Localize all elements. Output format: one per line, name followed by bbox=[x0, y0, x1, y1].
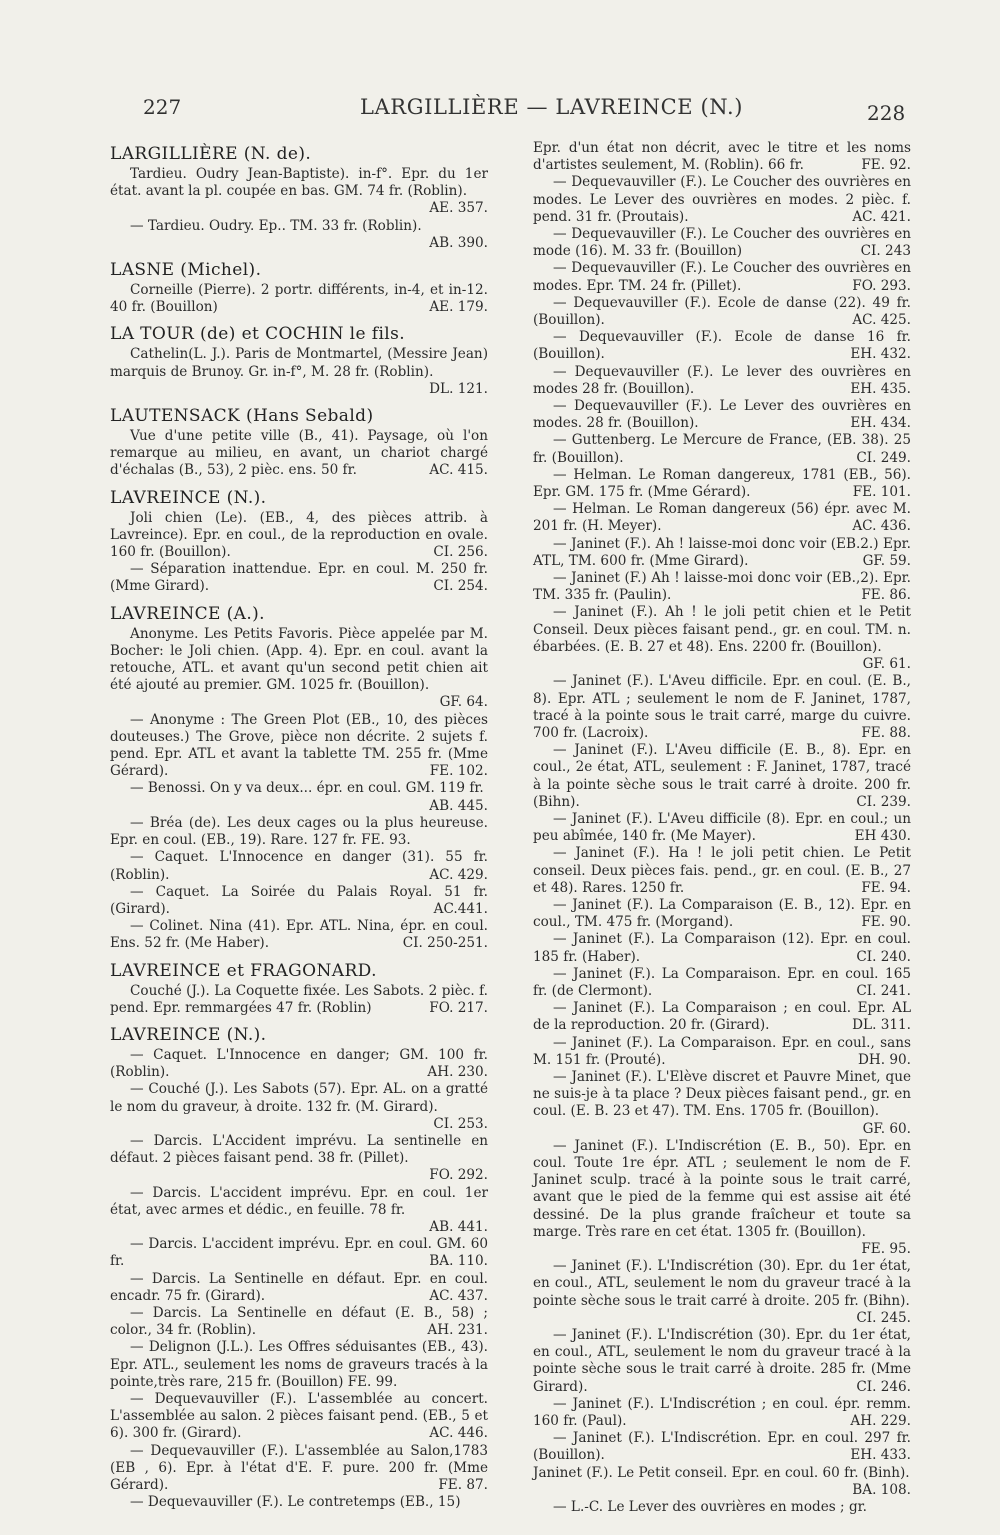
entry-text: — Caquet. L'Innocence en danger (31). 55 fr. (Roblin). bbox=[110, 849, 488, 883]
catalogue-entry bbox=[533, 432, 911, 466]
catalogue-entry bbox=[533, 966, 911, 1000]
entry-text: — Guttenberg. Le Mercure de France, (EB. 38). 25 fr. (Bouillon). bbox=[533, 432, 911, 466]
entry-reference: AC. 437. bbox=[429, 1287, 488, 1304]
entry-text: Joli chien (Le). (EB., 4, des pièces attrib. à Lavreince). Epr. en coul., de la reproduction en ovale. 160 fr. (Bouillon). bbox=[110, 509, 488, 561]
artist-heading-text: LASNE (Michel). bbox=[110, 260, 262, 281]
catalogue-entry bbox=[533, 536, 911, 570]
entry-text: — Helman. Le Roman dangereux, 1781 (EB., 56). Epr. GM. 175 fr. (Mme Gérard). bbox=[533, 466, 911, 501]
catalogue-entry bbox=[533, 174, 911, 226]
entry-reference: FE. 102. bbox=[429, 763, 488, 780]
catalogue-entry bbox=[533, 140, 911, 174]
entry-text: Corneille (Pierre). 2 portr. différents, in-4, et in-12. 40 fr. (Bouillon) bbox=[110, 282, 488, 316]
catalogue-entry bbox=[110, 1391, 488, 1443]
entry-text: — Darcis. L'Accident imprévu. La sentinelle en défaut. 2 pièces faisant pend. 38 fr. (Pillet). bbox=[110, 1132, 488, 1167]
catalogue-entry bbox=[533, 1499, 911, 1516]
entry-text: — Dequevauviller (F.). Ecole de danse (22). 49 fr. (Bouillon). bbox=[533, 294, 911, 329]
catalogue-entry bbox=[110, 712, 488, 781]
catalogue-entry bbox=[533, 742, 911, 811]
entry-text: Tardieu. Oudry Jean-Baptiste). in-f°. Epr. du 1er état. avant la pl. coupée en bas. GM. 74 fr. (Roblin). bbox=[110, 166, 488, 200]
entry-reference: AC. 421. bbox=[852, 208, 911, 225]
artist-heading bbox=[110, 324, 488, 345]
entry-text: — Janinet (F.). La Comparaison (E. B., 12). Epr. en coul., TM. 475 fr. (Morgand). bbox=[533, 896, 911, 931]
entry-text: — Janinet (F.). La Comparaison. Epr. en coul. 165 fr. (de Clermont). bbox=[533, 965, 911, 999]
right-column bbox=[533, 140, 911, 1516]
catalogue-entry bbox=[110, 1305, 488, 1339]
page-number-right: 228 bbox=[867, 101, 906, 125]
entry-reference: CI. 241. bbox=[856, 982, 911, 999]
entry-text: — Caquet. La Soirée du Palais Royal. 51 fr. (Girard). bbox=[110, 883, 488, 917]
entry-reference: FE. 88. bbox=[861, 724, 911, 741]
entry-reference: AE. 179. bbox=[429, 299, 488, 316]
entry-text: — Janinet (F.). La Comparaison. Epr. en coul., sans M. 151 fr. (Prouté). bbox=[533, 1034, 911, 1068]
catalogue-entry bbox=[110, 1133, 488, 1185]
catalogue-entry bbox=[110, 1236, 488, 1270]
running-head: LARGILLIÈRE — LAVREINCE (N.) bbox=[360, 95, 744, 119]
catalogue-entry bbox=[533, 398, 911, 432]
artist-heading-text: LARGILLIÈRE (N. de). bbox=[110, 144, 312, 164]
entry-text: — Dequevauviller (F.). Le Coucher des ouvrières en modes. Le Lever des ouvrières en modes. 2 pièc. f. pend. 31 fr. (Proutais). bbox=[533, 174, 911, 225]
entry-text: — Janinet (F.). Ah ! laisse-moi donc voir (EB.2.) Epr. ATL, TM. 600 fr. (Mme Girard). bbox=[533, 535, 911, 569]
entry-text: Anonyme. Les Petits Favoris. Pièce appelée par M. Bocher: le Joli chien. (App. 4). Epr. en coul. avant la retouche, ATL. et avant qu'un second petit chien ait été ajouté au premier. GM. 1025 fr. (Bouillon). bbox=[110, 625, 488, 694]
entry-text: — Helman. Le Roman dangereux (56) épr. avec M. 201 fr. (H. Meyer). bbox=[533, 501, 911, 535]
entry-text: — Janinet (F.) Ah ! laisse-moi donc voir (EB.,2). Epr. TM. 335 fr. (Paulin). bbox=[533, 570, 911, 604]
entry-reference: GF. 61. bbox=[862, 656, 911, 673]
entry-reference: CI. 246. bbox=[856, 1378, 911, 1395]
entry-reference: AH. 231. bbox=[427, 1322, 488, 1339]
catalogue-entry bbox=[110, 1047, 488, 1081]
entry-reference: AC. 436. bbox=[852, 518, 911, 535]
left-column bbox=[110, 140, 488, 1511]
catalogue-entry bbox=[110, 1081, 488, 1133]
catalogue-entry bbox=[533, 1430, 911, 1464]
catalogue-entry bbox=[533, 931, 911, 965]
entry-reference: FE. 95. bbox=[861, 1241, 911, 1257]
entry-text: — Tardieu. Oudry. Ep.. TM. 33 fr. (Roblin). bbox=[130, 217, 422, 234]
catalogue-entry bbox=[110, 815, 488, 849]
entry-reference: FE. 101. bbox=[852, 484, 911, 501]
artist-heading bbox=[110, 1025, 488, 1046]
entry-reference: CI. 240. bbox=[856, 948, 911, 965]
catalogue-entry bbox=[110, 983, 488, 1017]
catalogue-entry bbox=[533, 260, 911, 294]
catalogue-entry bbox=[110, 282, 488, 316]
catalogue-entry bbox=[110, 166, 488, 218]
entry-reference: CI. 239. bbox=[856, 793, 911, 810]
catalogue-entry bbox=[533, 570, 911, 604]
catalogue-entry bbox=[533, 295, 911, 329]
catalogue-entry bbox=[533, 897, 911, 931]
entry-text: — Couché (J.). Les Sabots (57). Epr. AL. on a gratté le nom du graveur, à droite. 132 fr. (M. Girard). bbox=[110, 1081, 488, 1115]
entry-reference: FE. 94. bbox=[861, 879, 911, 896]
entry-reference: AC. 425. bbox=[852, 312, 911, 329]
entry-reference: CI. 245. bbox=[856, 1309, 911, 1326]
entry-text: — Janinet (F.). L'Indiscrétion (30). Epr. du 1er état, en coul., ATL, seulement le nom du graveur tracé à la pointe sèche sous le trait carré à droite. 205 fr. (Bihn). bbox=[533, 1258, 911, 1309]
entry-reference: EH. 433. bbox=[850, 1447, 911, 1464]
entry-text: — Janinet (F.). Ha ! le joli petit chien. Le Petit conseil. Deux pièces fais. pend., gr. en coul. (E. B., 27 et 48). Rares. 1250 fr. bbox=[533, 845, 911, 896]
entry-text: — Colinet. Nina (41). Epr. ATL. Nina, épr. en coul. Ens. 52 fr. (Me Haber). bbox=[110, 918, 488, 952]
catalogue-entry bbox=[110, 510, 488, 562]
entry-text: — Janinet (F.). L'Indiscrétion. Epr. en coul. 297 fr. (Bouillon). bbox=[533, 1430, 911, 1464]
entry-text: — Dequevauviller (F.). Le Coucher des ouvrières en mode (16). M. 33 fr. (Bouillon) bbox=[533, 226, 911, 260]
entry-reference: BA. 110. bbox=[429, 1253, 488, 1270]
artist-heading bbox=[110, 488, 488, 509]
catalogue-entry bbox=[110, 1339, 488, 1391]
entry-reference: FE. 90. bbox=[861, 914, 911, 931]
artist-heading bbox=[110, 144, 488, 165]
entry-reference: AH. 230. bbox=[427, 1064, 488, 1081]
entry-text: — Janinet (F.). L'Aveu difficile (E. B., 8). Epr. en coul., 2e état, ATL, seulement : F. Janinet, 1787, tracé à la pointe sèche sous le trait carré à droite. 200 fr. (Bihn). bbox=[533, 742, 911, 810]
entry-reference: DH. 90. bbox=[857, 1051, 911, 1068]
artist-heading bbox=[110, 961, 488, 982]
catalogue-entry bbox=[533, 1327, 911, 1396]
catalogue-entry bbox=[533, 845, 911, 897]
artist-heading bbox=[110, 604, 488, 625]
entry-reference: CI. 243 bbox=[860, 243, 911, 260]
catalogue-entry bbox=[110, 1185, 488, 1237]
catalogue-entry bbox=[533, 604, 911, 673]
catalogue-entry bbox=[533, 501, 911, 535]
artist-heading-text: LAVREINCE et FRAGONARD. bbox=[110, 960, 377, 981]
entry-text: — L.-C. Le Lever des ouvrières en modes ; gr. bbox=[553, 1499, 867, 1516]
entry-text: — Dequevauviller (F.). L'assemblée au Salon,1783 (EB , 6). Epr. à l'état d'E. F. pure. 200 fr. (Mme Gérard). bbox=[110, 1442, 488, 1493]
entry-reference: FO. 292. bbox=[429, 1167, 488, 1184]
entry-text: — Darcis. La Sentinelle en défaut (E. B., 58) ; color., 34 fr. (Roblin). bbox=[110, 1304, 488, 1339]
entry-text: — Janinet (F.). L'Elève discret et Pauvre Minet, que ne suis-je à ta place ? Deux pièces faisant pend., gr. en coul. (E. B. 23 et 47). TM. Ens. 1705 fr. (Bouillon). bbox=[533, 1068, 911, 1120]
entry-text: — Janinet (F.). L'Indiscrétion ; en coul. épr. remm. 160 fr. (Paul). bbox=[533, 1395, 911, 1430]
entry-text: — Caquet. L'Innocence en danger; GM. 100 fr. (Roblin). bbox=[110, 1046, 488, 1081]
catalogue-entry bbox=[533, 1258, 911, 1327]
entry-text: Vue d'une petite ville (B., 41). Paysage, où l'on remarque au milieu, en avant, un chariot chargé d'échalas (B., 53), 2 pièc. ens. 50 fr. bbox=[110, 428, 488, 479]
entry-text: — Janinet (F.). La Comparaison (12). Epr. en coul. 185 fr. (Haber). bbox=[533, 931, 911, 965]
catalogue-entry bbox=[533, 1465, 911, 1499]
catalogue-entry bbox=[110, 428, 488, 480]
entry-text: — Janinet (F.). Ah ! le joli petit chien et le Petit Conseil. Deux pièces faisant pend., gr. en coul. TM. n. ébarbées. (E. B. 27 et 48). Ens. 2200 fr. (Bouillon). bbox=[533, 604, 911, 655]
entry-reference: EH. 434. bbox=[850, 415, 911, 432]
entry-reference: AC. 446. bbox=[429, 1425, 488, 1442]
catalogue-entry bbox=[110, 218, 488, 252]
catalogue-entry bbox=[110, 918, 488, 952]
entry-reference: AC.441. bbox=[433, 900, 488, 917]
entry-reference: AC. 415. bbox=[429, 462, 488, 479]
artist-heading bbox=[110, 406, 488, 427]
catalogue-entry bbox=[533, 364, 911, 398]
entry-text: — Darcis. La Sentinelle en défaut. Epr. en coul. encadr. 75 fr. (Girard). bbox=[110, 1270, 488, 1304]
entry-reference: FE. 86. bbox=[861, 587, 911, 604]
entry-reference: CI. 254. bbox=[433, 578, 488, 595]
entry-text: Couché (J.). La Coquette fixée. Les Sabots. 2 pièc. f. pend. Epr. remmargées 47 fr. (Roblin) bbox=[110, 982, 488, 1016]
entry-reference: FO. 293. bbox=[852, 277, 911, 294]
entry-text: Janinet (F.). Le Petit conseil. Epr. en coul. 60 fr. (Binh). bbox=[533, 1464, 910, 1481]
entry-text: — Janinet (F.). L'Indiscrétion (30). Epr. du 1er état, en coul., ATL, seulement le nom du graveur tracé à la pointe sèche sous le trait carré à droite. 285 fr. (Mme Girard). bbox=[533, 1327, 911, 1395]
entry-reference: AC. 429. bbox=[429, 866, 488, 883]
catalogue-entry bbox=[533, 329, 911, 363]
catalogue-entry bbox=[110, 626, 488, 712]
entry-text: Epr. d'un état non décrit, avec le titre et les noms d'artistes seulement, M. (Roblin). 66 fr. bbox=[533, 140, 911, 174]
entry-text: — Séparation inattendue. Epr. en coul. M. 250 fr. (Mme Girard). bbox=[110, 561, 488, 595]
catalogue-entry bbox=[533, 1396, 911, 1430]
entry-text: Cathelin(L. J.). Paris de Montmartel, (Messire Jean) marquis de Brunoy. Gr. in-f°, M. 28 fr. (Roblin). bbox=[110, 346, 488, 380]
entry-reference: AH. 229. bbox=[850, 1413, 911, 1430]
catalogue-entry bbox=[110, 561, 488, 595]
catalogue-entry bbox=[533, 1069, 911, 1138]
catalogue-entry bbox=[533, 1000, 911, 1034]
entry-reference: FO. 217. bbox=[429, 999, 488, 1016]
artist-heading-text: LAVREINCE (A.). bbox=[110, 603, 265, 624]
catalogue-entry bbox=[110, 1494, 488, 1511]
catalogue-entry bbox=[533, 673, 911, 742]
catalogue-entry bbox=[110, 849, 488, 883]
entry-text: — Janinet (F.). L'Aveu difficile (8). Epr. en coul.; un peu abîmée, 140 fr. (Me Mayer). bbox=[533, 810, 911, 845]
entry-text: — Dequevauviller (F.). L'assemblée au concert. L'assemblée au salon. 2 pièces faisant pend. (EB., 5 et 6). 300 fr. (Girard). bbox=[110, 1390, 488, 1442]
entry-reference: CI. 253. bbox=[433, 1115, 488, 1132]
entry-text: — Delignon (J.L.). Les Offres séduisantes (EB., 43). Epr. ATL., seulement les noms de graveurs tracés à la pointe,très rare, 215 fr. (Bouillon) FE. 99. bbox=[110, 1339, 488, 1390]
entry-text: — Janinet (F.). L'Aveu difficile. Epr. en coul. (E. B., 8). Epr. ATL ; seulement le nom de F. Janinet, 1787, tracé à la pointe sous le trait carré, marge du cuivre. 700 fr. (Lacroix). bbox=[533, 673, 911, 741]
entry-reference: GF. 64. bbox=[439, 694, 488, 711]
catalogue-entry bbox=[110, 346, 488, 398]
catalogue-entry bbox=[533, 811, 911, 845]
entry-reference: CI. 256. bbox=[433, 544, 488, 561]
entry-reference: EH. 435. bbox=[850, 380, 911, 397]
entry-reference: GF. 59. bbox=[862, 552, 911, 569]
entry-reference: FE. 87. bbox=[438, 1477, 488, 1493]
entry-text: — Dequevauviller (F.). Ecole de danse 16 fr. (Bouillon). bbox=[533, 329, 911, 363]
catalogue-entry bbox=[533, 226, 911, 260]
artist-heading-text: LAVREINCE (N.). bbox=[110, 1024, 267, 1045]
entry-reference: AB. 441. bbox=[429, 1218, 488, 1235]
entry-text: — Benossi. On y va deux... épr. en coul. GM. 119 fr. bbox=[130, 780, 484, 797]
catalogue-entry bbox=[110, 884, 488, 918]
entry-text: — Dequevauviller (F.). Le lever des ouvrières en modes 28 fr. (Bouillon). bbox=[533, 363, 911, 397]
entry-reference: CI. 250-251. bbox=[402, 935, 488, 952]
entry-text: — Dequevauviller (F.). Le Coucher des ouvrières en modes. Epr. TM. 24 fr. (Pillet). bbox=[533, 260, 911, 294]
artist-heading-text: LAVREINCE (N.). bbox=[110, 487, 267, 508]
catalogue-entry bbox=[533, 467, 911, 501]
entry-text: — Darcis. L'accident imprévu. Epr. en coul. GM. 60 fr. bbox=[110, 1236, 488, 1270]
artist-heading-text: LAUTENSACK (Hans Sebald) bbox=[110, 406, 374, 427]
entry-text: — Janinet (F.). L'Indiscrétion (E. B., 50). Epr. en coul. Toute 1re épr. ATL ; seulement le nom de F. Janinet sculp. tracé à la pointe sous le trait carré, avant que le pied de la femme qui est assise ait été dessiné. De la plus grande fraîcheur et toute sa marge. Très rare en cet état. 1305 fr. (Bouillon). bbox=[533, 1137, 911, 1240]
entry-reference: EH 430. bbox=[854, 828, 911, 845]
entry-reference: BA. 108. bbox=[852, 1481, 911, 1498]
entry-reference: GF. 60. bbox=[862, 1120, 911, 1137]
entry-text: — Janinet (F.). La Comparaison ; en coul. Epr. AL de la reproduction. 20 fr. (Girard). bbox=[533, 1000, 911, 1034]
entry-reference: AB. 390. bbox=[429, 234, 488, 251]
catalogue-entry bbox=[110, 1271, 488, 1305]
entry-text: — Dequevauviller (F.). Le contretemps (EB., 15) bbox=[130, 1494, 461, 1511]
page-number-left: 227 bbox=[143, 95, 182, 119]
artist-heading bbox=[110, 260, 488, 281]
entry-reference: CI. 249. bbox=[856, 449, 911, 466]
entry-text: — Darcis. L'accident imprévu. Epr. en coul. 1er état, avec armes et dédic., en feuille. 78 fr. bbox=[110, 1184, 488, 1218]
entry-reference: AE. 357. bbox=[429, 200, 488, 217]
entry-text: — Dequevauviller (F.). Le Lever des ouvrières en modes. 28 fr. (Bouillon). bbox=[533, 398, 911, 432]
entry-reference: DL. 121. bbox=[429, 380, 488, 397]
catalogue-entry bbox=[533, 1035, 911, 1069]
entry-reference: FE. 92. bbox=[861, 157, 911, 174]
artist-heading-text: LA TOUR (de) et COCHIN le fils. bbox=[110, 324, 406, 345]
entry-reference: AB. 445. bbox=[429, 797, 488, 814]
catalogue-entry bbox=[110, 780, 488, 814]
entry-text: — Bréa (de). Les deux cages ou la plus heureuse. Epr. en coul. (EB., 19). Rare. 127 fr. FE. 93. bbox=[110, 814, 488, 849]
entry-text: — Anonyme : The Green Plot (EB., 10, des pièces douteuses.) The Grove, pièce non décrite. 2 sujets f. pend. Epr. ATL et avant la tablette TM. 255 fr. (Mme Gérard). bbox=[110, 711, 488, 780]
catalogue-entry bbox=[110, 1443, 488, 1495]
catalogue-entry bbox=[533, 1138, 911, 1258]
entry-reference: EH. 432. bbox=[850, 346, 911, 363]
entry-reference: DL. 311. bbox=[852, 1017, 911, 1034]
